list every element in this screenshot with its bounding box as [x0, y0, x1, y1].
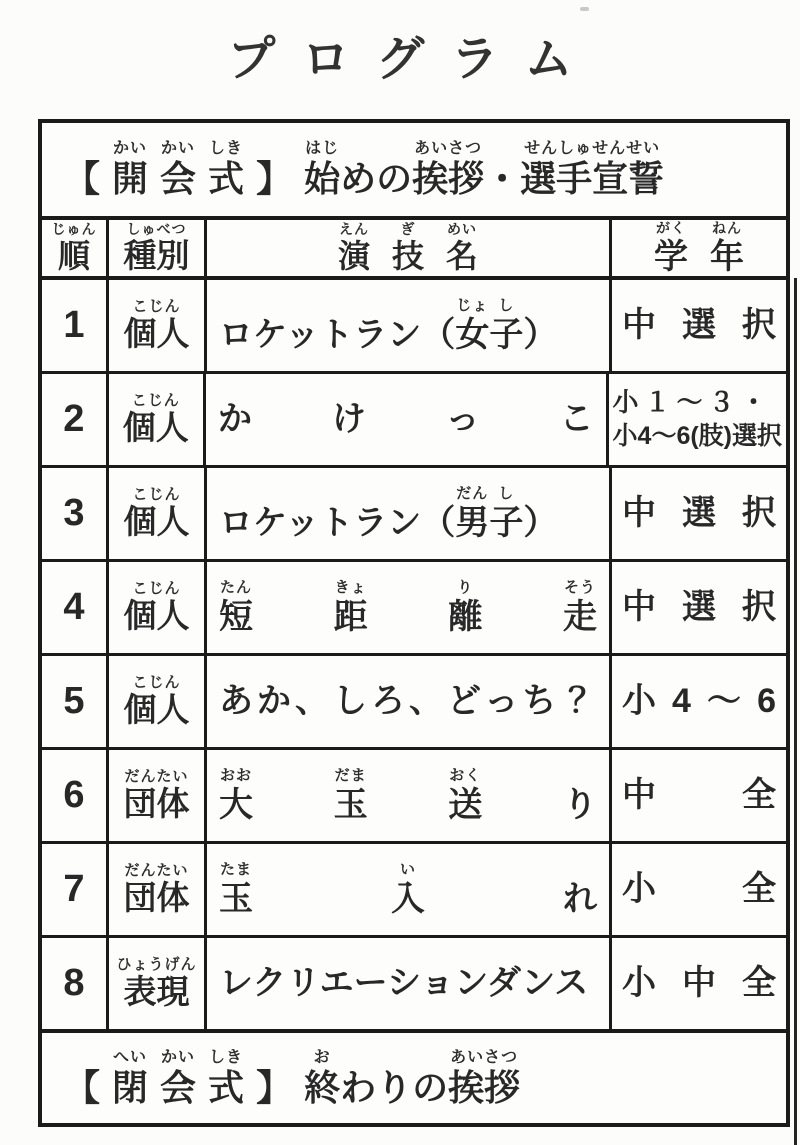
opening-ceremony-text: 【 かい 開 かい 会 しき 式 】 はじ 始 めの あいさつ 挨拶 ・ せんしゅせんせい 選手宣誓 — [64, 140, 665, 200]
category-cell: こじん 個人 — [109, 280, 207, 371]
table-row — [42, 374, 786, 468]
closing-ceremony-text: 【 へい 閉 かい 会 しき 式 】 お 終 わりの あいさつ 挨拶 — [64, 1048, 521, 1108]
category-cell: だんたい 団体 — [109, 844, 207, 935]
header-category-cell — [109, 220, 207, 276]
order-number: 5 — [63, 680, 85, 722]
event-name-cell: たま 玉 い 入 れ — [207, 844, 612, 935]
grade-cell — [609, 374, 786, 465]
scan-artifact-line — [794, 278, 797, 1145]
header-event-label: えん 演 ぎ 技 めい 名 — [337, 221, 479, 274]
order-number: 8 — [63, 962, 85, 1004]
header-event-cell — [207, 220, 612, 276]
event-name-cell: レクリエーションダンス — [207, 938, 612, 1029]
order-cell — [42, 468, 109, 559]
grade-cell: 中 選 択 — [622, 306, 776, 345]
category-cell: こじん 個人 — [109, 562, 207, 653]
order-number: 2 — [63, 398, 85, 440]
header-order-label: じゅん 順 — [51, 221, 97, 274]
order-number: 6 — [63, 774, 85, 816]
order-number: 4 — [63, 586, 85, 628]
category-cell: こじん 個人 — [109, 656, 207, 747]
grade-cell: 中 選 択 — [622, 588, 776, 627]
scan-artifact-speck — [580, 7, 589, 11]
order-cell — [42, 844, 109, 935]
grade-cell: 小 4 ～ 6 — [622, 682, 776, 721]
order-cell — [42, 938, 109, 1029]
category-cell: ひょうげん 表現 — [109, 938, 207, 1029]
event-name-cell: たん 短 きょ 距 り 離 そう 走 — [207, 562, 612, 653]
header-category-label: しゅべつ 種別 — [123, 220, 190, 275]
table-row — [42, 656, 786, 750]
event-name-cell: ロケットラン（ じょ 女 し 子 ） — [207, 280, 612, 371]
grade-cell: 小 全 — [622, 870, 776, 909]
event-name-cell: か け っ こ — [206, 374, 609, 465]
order-cell — [42, 374, 109, 465]
grade-cell: 小 中 全 — [622, 964, 776, 1003]
closing-ceremony-row — [42, 1033, 786, 1123]
grade-cell: 中 選 択 — [622, 494, 776, 533]
category-cell: こじん 個人 — [109, 468, 207, 559]
header-grade-label: がく 学 ねん 年 — [654, 220, 744, 276]
order-cell — [42, 562, 109, 653]
table-row — [42, 562, 786, 656]
grade-cell: 中 全 — [622, 776, 776, 815]
order-cell — [42, 280, 109, 371]
table-row — [42, 280, 786, 374]
table-row — [42, 750, 786, 844]
header-grade-cell — [612, 220, 786, 276]
column-header-row — [42, 220, 786, 280]
event-name-cell: あか、しろ、どっち？ — [207, 656, 612, 747]
header-order-cell — [42, 220, 109, 276]
event-name-cell: おお 大 だま 玉 おく 送 り — [207, 750, 612, 841]
order-number: 7 — [63, 868, 85, 910]
table-row — [42, 844, 786, 938]
category-cell: こじん 個人 — [109, 374, 206, 465]
order-number: 1 — [63, 304, 85, 346]
grade-line-2: 小4～6(肢)選択 — [612, 422, 783, 451]
closing-ceremony-cell — [42, 1033, 786, 1123]
page-title: プログラム — [227, 33, 599, 86]
order-cell — [42, 656, 109, 747]
category-cell: だんたい 団体 — [109, 750, 207, 841]
order-cell — [42, 750, 109, 841]
event-name-cell: ロケットラン（ だん 男 し 子 ） — [207, 468, 612, 559]
opening-ceremony-row — [42, 123, 786, 220]
order-number: 3 — [63, 492, 85, 534]
table-row — [42, 468, 786, 562]
grade-line-1: 小１～３・ — [612, 387, 773, 418]
program-table — [38, 119, 790, 1127]
table-row — [42, 938, 786, 1033]
opening-ceremony-cell — [42, 123, 786, 216]
